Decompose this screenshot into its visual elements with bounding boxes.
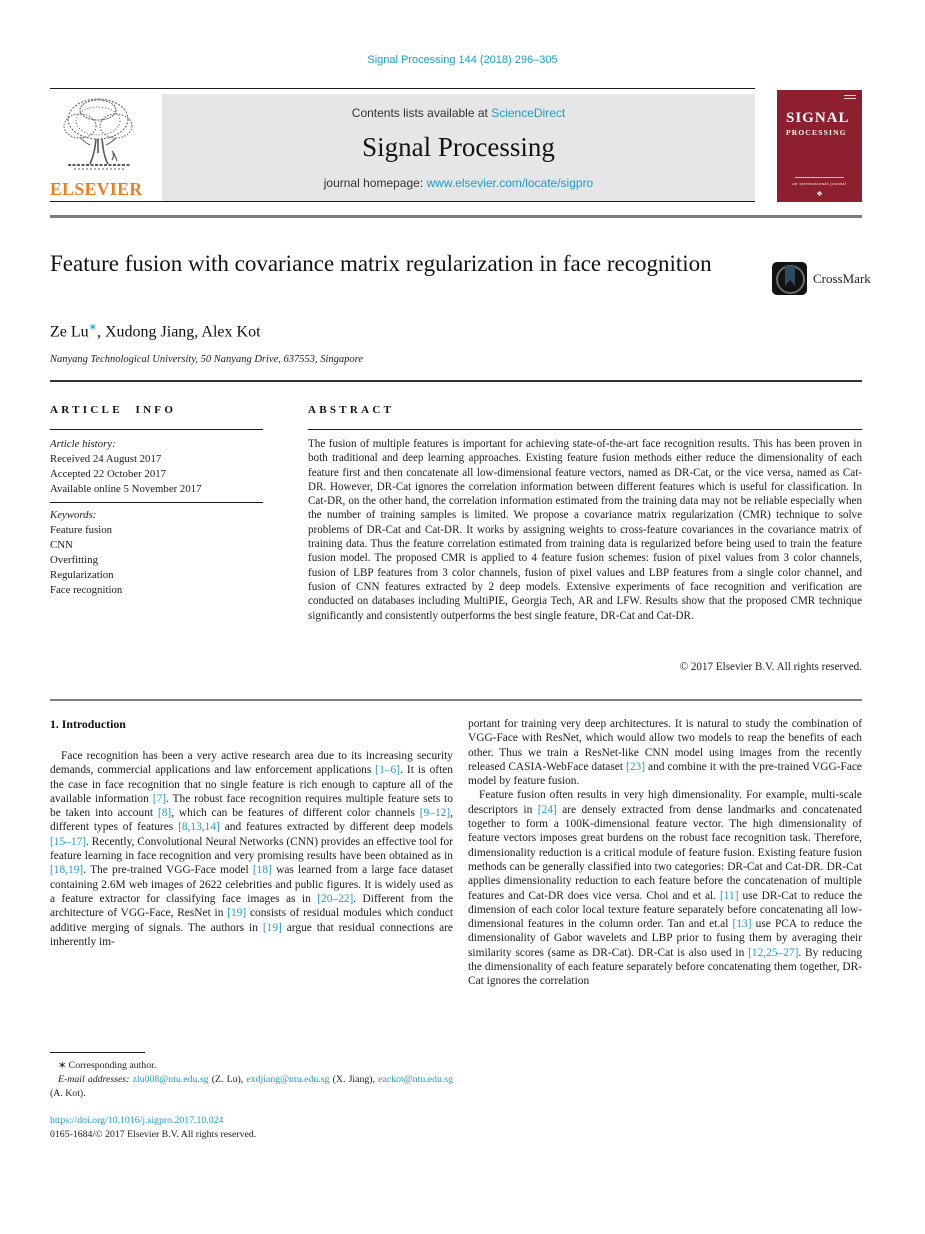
body-column-right [468,717,862,989]
text-segment: , Xudong Jiang, Alex Kot [96,323,261,341]
text-segment: (A. Kot). [50,1088,86,1099]
divider-header-bottom [50,201,755,202]
text-segment: Feature fusion often results in very high dimensionality. For example, multi-scale descriptors in [468,789,862,816]
corresponding-author-asterisk[interactable]: ∗ [88,322,97,333]
cover-divider [795,177,844,178]
text-segment: E-mail addresses: [58,1074,133,1085]
keyword-item: CNN [50,539,73,551]
citation-link[interactable]: [7] [152,792,166,805]
crossmark-icon [772,262,807,295]
divider-abstract [308,429,862,430]
issn-copyright-line: 0165-1684/© 2017 Elsevier B.V. All rights reserved. [50,1129,257,1140]
citation-link[interactable]: [12,25–27] [748,946,799,959]
author-list [50,322,261,341]
email-link[interactable]: exdjiang@ntu.edu.sg [246,1074,330,1085]
body-paragraph [50,749,453,949]
keyword-item: Regularization [50,569,114,581]
journal-homepage-link[interactable]: www.elsevier.com/locate/sigpro [426,176,594,190]
divider-body-top [50,699,862,701]
text-segment: . The robust face recognition requires multiple feature sets to be taken into account [50,792,453,820]
citation-link[interactable]: [1–6] [375,764,401,777]
footnote-block [50,1052,453,1142]
citation-link[interactable]: [8,13,14] [178,821,220,834]
journal-title: Signal Processing [362,132,555,162]
citation-link[interactable]: [24] [537,803,557,816]
divider-meta-top [50,380,862,382]
email-addresses [50,1073,453,1101]
divider-article-info [50,429,263,430]
body-paragraph [468,717,862,788]
affiliation: Nanyang Technological University, 50 Nanyang Drive, 637553, Singapore [50,354,364,365]
elsevier-logo [50,93,154,201]
text-segment: Face recognition has been a very active research area due to its increasing security demands, commercial applications and law enforcement applications [50,750,453,777]
citation-link[interactable]: [23] [626,760,646,773]
text-segment: , different types of features [50,807,453,834]
text-segment: (Z. Lu), [208,1074,247,1085]
history-item: Available online 5 November 2017 [50,483,202,495]
text-segment: portant for training very deep architectures. It is natural to study the combination of VGG-Face with ResNet, which would allow two models to reap the benefits of each other. Thus we train a ResNet-like CNN model using images from the recently released CASIA-WebFace dataset [468,718,862,773]
keyword-item: Face recognition [50,584,123,596]
history-item: Accepted 22 October 2017 [50,468,167,480]
running-head-citation: Signal Processing 144 (2018) 296–305 [367,54,558,66]
text-segment: use PCA to reduce the dimensionality of Gabor wavelets and LBP prior to fusing them by averaging their similarity scores (same as DR-Cat). DR-Cat is also used in [468,918,862,959]
corresponding-author-note: ∗ Corresponding author. [58,1060,157,1071]
history-item: Received 24 August 2017 [50,453,162,465]
divider-keywords [50,502,263,503]
cover-issue-marks-icon [844,95,856,101]
cover-subtitle: an international journal [792,181,847,186]
journal-cover-thumbnail [777,90,862,202]
journal-masthead [162,94,755,201]
citation-link[interactable]: [20–22] [317,892,354,905]
article-info-block [50,437,263,598]
text-segment: . By reducing the dimensionality of each feature separately before concatenating them together, DR-Cat ignores the correlation [468,946,863,988]
citation-link[interactable]: [18] [252,864,272,877]
citation-link[interactable]: [9–12] [419,807,451,820]
keywords-label: Keywords: [50,509,97,521]
crossmark-label: CrossMark [813,270,871,286]
body-paragraph [468,788,862,988]
text-segment: . Recently, Convolutional Neural Networks (CNN) provides an effective tool for feature learning in face recognition and very promising results have been obtained as in [50,835,453,863]
history-label: Article history: [50,438,116,450]
elsevier-tree-icon [50,93,146,177]
divider-header-top [50,88,755,89]
text-segment: Ze Lu [50,323,89,341]
elsevier-wordmark: ELSEVIER [50,179,143,199]
citation-link[interactable]: [8] [157,807,172,820]
cover-title-line2: PROCESSING [786,128,847,137]
text-segment: , which can be features of different color channels [171,807,420,820]
eurasip-emblem-icon: ❖ [816,190,823,198]
page-title: Feature fusion with covariance matrix regularization in face recognition [50,251,712,276]
cover-title-line1: SIGNAL [786,110,850,126]
text-segment: argue that residual connections are inherently im- [50,921,453,948]
text-segment: (X. Jiang), [329,1074,379,1085]
sciencedirect-link[interactable]: ScienceDirect [491,106,566,120]
text-segment: . The pre-trained VGG-Face model [83,864,253,877]
text-segment: . It is often the case in face recognition that no single feature is rich enough to capture all of the available information [50,764,453,805]
text-segment: are densely extracted from dense landmarks and concatenated together to form a 100K-dimensional feature vector. The high dimensionality of feature vectors imposes great burdens on the robust face recognition task. Therefore, dimensionality reduction is a critical module of feature fusion. Existing feature fusion methods can be generally classified into two categories: DR-Cat and Cat-DR. DR-Cat applies dimensionality reduction to each feature before the concatenation of multiple features and Cat-DR does vice versa. Choi and et al. [468,803,862,902]
text-segment: and features extracted by different deep models [219,821,453,834]
copyright-line: © 2017 Elsevier B.V. All rights reserved. [679,661,862,673]
citation-link[interactable]: [13] [732,918,752,931]
keyword-item: Feature fusion [50,524,113,536]
text-segment: and combine it with the pre-trained VGG-Face model by feature fusion. [468,760,862,788]
divider-footnote [50,1052,145,1053]
contents-line [162,106,755,120]
text-segment: . Different from the architecture of VGG-Face, ResNet in [50,892,454,920]
body-column-left [50,717,453,949]
homepage-line [162,176,755,190]
email-link[interactable]: zlu008@ntu.edu.sg [132,1074,209,1085]
keyword-item: Overfitting [50,554,98,566]
homepage-prefix: journal homepage: [323,176,427,190]
citation-link[interactable]: [15–17] [50,835,87,848]
citation-link[interactable]: [18,19] [50,864,84,877]
abstract-heading: ABSTRACT [308,404,395,416]
text-segment: consists of residual modules which conduct additive merging of signals. The authors in [50,907,454,934]
divider-title-top [50,215,862,218]
citation-link[interactable]: [19] [262,921,282,934]
abstract-text: The fusion of multiple features is important for achieving state-of-the-art face recognition results. This has been proven in both traditional and deep learning approaches. Existing feature fusion methods either reduce the dimensionality of each feature first and then concatenate all low-dimensional feature vectors, named as DR-Cat, or the vice versa, named as Cat-DR. However, DR-Cat ignores the correlation information between different features which is useful for classification. In Cat-DR, on the other hand, the correlation information estimated from the training data may not be reliable especially when the number of training samples is limited. We propose a covariance matrix regularization (CMR) technique to solve problems of DR-Cat and Cat-DR. It works by assigning weights to cross-feature covariances in the covariance matrix of training data. Thus the feature correlation estimated from training data is regularized before being used to train the feature fusion model. The proposed CMR is applied to 4 feature fusion schemes: fusion of pixel values from 3 color channels, fusion of LBP features from 3 color channels, fusion of pixel values and LBP features from a single color channel, and fusion of CNN features extracted by 2 deep models. Extensive experiments of face recognition and verification are conducted on databases including MultiPIE, Georgia Tech, AR and LFW. Results show that the proposed CMR technique significantly and consistently outperforms the best single feature, DR-Cat and Cat-DR. [308,438,862,622]
section-heading: 1. Introduction [50,717,126,731]
contents-prefix: Contents lists available at [351,106,492,120]
citation-link[interactable]: [11] [719,889,739,902]
doi-link[interactable]: https://doi.org/10.1016/j.sigpro.2017.10.024 [50,1115,224,1126]
article-info-heading: ARTICLE INFO [50,404,177,416]
crossmark-badge[interactable] [772,262,871,295]
citation-link[interactable]: [19] [227,907,247,920]
text-segment: use DR-Cat to reduce the dimension of each color local texture feature separately before concatenating all low-dimensional features in the column order. Tan and et.al [468,889,863,931]
text-segment: was learned from a large face dataset containing 2.6M web images of 2622 celebrities and public figures. It is widely used as a feature extractor for classifying face images as in [50,864,453,905]
email-link[interactable]: eackot@ntu.edu.sg [378,1074,454,1085]
